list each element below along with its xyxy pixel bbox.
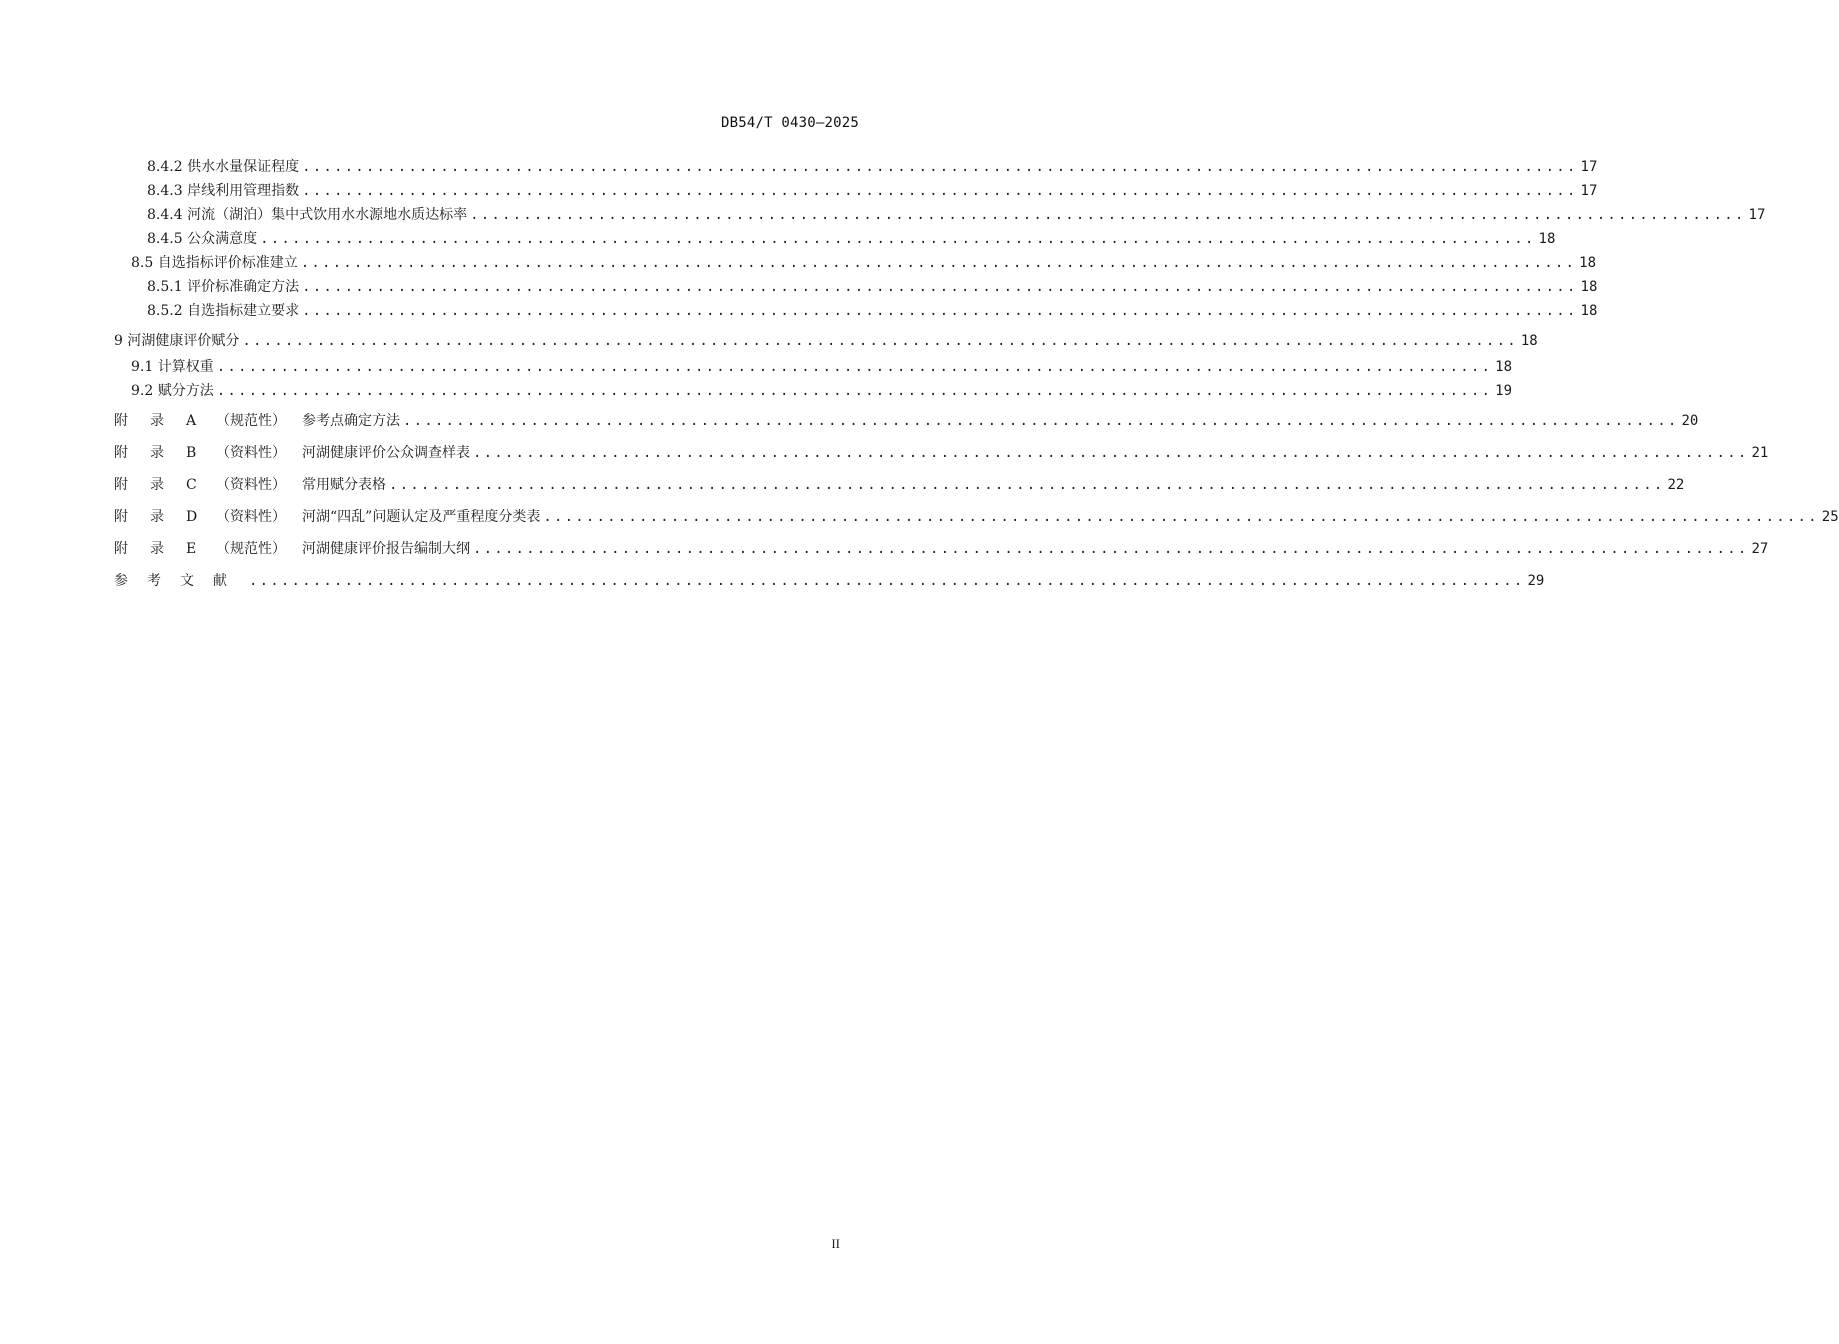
toc-page: 17	[1748, 207, 1766, 223]
toc-num: 9.1	[131, 359, 154, 375]
appendix-prefix: 附	[114, 509, 128, 525]
toc-page: 18	[1580, 279, 1598, 295]
toc-title: 自选指标建立要求	[187, 303, 300, 319]
toc-entry-9[interactable]	[114, 331, 1538, 351]
appendix-letter: A	[186, 413, 197, 429]
toc-page: 25	[1821, 509, 1839, 525]
appendix-type: （资料性）	[216, 445, 286, 461]
appendix-prefix: 录	[150, 413, 164, 429]
toc-num: 8.5	[131, 255, 154, 271]
appendix-letter: E	[186, 541, 197, 557]
toc-page: 20	[1681, 413, 1699, 429]
appendix-prefix: 录	[150, 477, 164, 493]
appendix-title: 河湖健康评价公众调查样表	[302, 445, 470, 461]
toc-title: 公众满意度	[187, 231, 258, 247]
appendix-type: （资料性）	[216, 477, 286, 493]
appendix-type: （资料性）	[216, 509, 286, 525]
toc-title: 评价标准确定方法	[187, 279, 300, 295]
toc-entry-8-4-5[interactable]	[147, 229, 1556, 249]
appendix-prefix: 附	[114, 445, 128, 461]
toc-num: 8.4.5	[147, 231, 183, 247]
toc-appendix-b[interactable]	[114, 443, 1769, 463]
toc-title: 赋分方法	[157, 383, 214, 399]
appendix-type: （规范性）	[216, 541, 286, 557]
toc-page: 18	[1580, 303, 1598, 319]
appendix-title: 河湖“四乱”问题认定及严重程度分类表	[302, 509, 541, 525]
toc-entry-8-5-1[interactable]	[147, 277, 1598, 297]
toc-leader: ........................................................................................................................	[242, 333, 1518, 349]
appendix-title: 河湖健康评价报告编制大纲	[302, 541, 470, 557]
toc-page: 21	[1751, 445, 1769, 461]
toc-title: 自选指标评价标准建立	[157, 255, 298, 271]
toc-num: 8.4.3	[147, 183, 183, 199]
toc-appendix-a[interactable]	[114, 411, 1699, 431]
appendix-title: 常用赋分表格	[302, 477, 386, 493]
toc-leader: ........................................................................................................................	[302, 183, 1578, 199]
page-number: II	[831, 1236, 840, 1251]
toc-num: 8.4.2	[147, 159, 183, 175]
toc-leader: ........................................................................................................................	[389, 477, 1665, 493]
toc-page: 17	[1580, 183, 1598, 199]
toc-title: 岸线利用管理指数	[187, 183, 300, 199]
toc-num: 8.5.1	[147, 279, 183, 295]
appendix-prefix: 录	[150, 509, 164, 525]
toc-entry-8-4-4[interactable]	[147, 205, 1766, 225]
toc-page: 18	[1495, 359, 1513, 375]
appendix-letter: C	[186, 477, 197, 493]
toc-appendix-c[interactable]	[114, 475, 1685, 495]
toc-page: 18	[1538, 231, 1556, 247]
toc-leader: ........................................................................................................................	[300, 255, 1577, 271]
references-char: 献	[213, 573, 227, 589]
toc-leader: ........................................................................................................................	[216, 359, 1493, 375]
toc-entry-8-4-3[interactable]	[147, 181, 1598, 201]
toc-num: 8.4.4	[147, 207, 183, 223]
toc-num: 9.2	[131, 383, 154, 399]
appendix-prefix: 录	[150, 541, 164, 557]
toc-page: 29	[1527, 573, 1545, 589]
toc-leader: ........................................................................................................................	[470, 207, 1746, 223]
toc-leader: ........................................................................................................................	[403, 413, 1679, 429]
toc-leader: ........................................................................................................................	[216, 383, 1493, 399]
toc-page: 22	[1667, 477, 1685, 493]
doc-code: DB54/T 0430—2025	[720, 115, 859, 131]
toc-leader: ........................................................................................................................	[473, 445, 1749, 461]
toc-entry-8-4-2[interactable]	[147, 157, 1598, 177]
toc-page: 18	[1579, 255, 1597, 271]
toc-num: 9	[114, 333, 123, 349]
appendix-prefix: 附	[114, 413, 128, 429]
toc-page: 27	[1751, 541, 1769, 557]
toc-page: 17	[1580, 159, 1598, 175]
appendix-prefix: 附	[114, 477, 128, 493]
toc-entry-9-1[interactable]	[131, 357, 1513, 377]
toc-leader: ........................................................................................................................	[543, 509, 1819, 525]
toc-leader: ........................................................................................................................	[260, 231, 1536, 247]
toc-leader: ........................................................................................................................	[302, 303, 1578, 319]
toc-title: 河流（湖泊）集中式饮用水水源地水质达标率	[187, 207, 468, 223]
toc-leader: ........................................................................................................................	[473, 541, 1749, 557]
toc-title: 计算权重	[157, 359, 214, 375]
appendix-prefix: 录	[150, 445, 164, 461]
appendix-prefix: 附	[114, 541, 128, 557]
toc-appendix-e[interactable]	[114, 539, 1769, 559]
toc-entry-9-2[interactable]	[131, 381, 1513, 401]
toc-leader: ........................................................................................................................	[302, 279, 1578, 295]
toc-references[interactable]	[114, 571, 1545, 591]
appendix-letter: D	[186, 509, 198, 525]
toc-title: 供水水量保证程度	[187, 159, 300, 175]
references-char: 参	[114, 573, 128, 589]
appendix-type: （规范性）	[216, 413, 286, 429]
toc-leader: ........................................................................................................................	[302, 159, 1578, 175]
toc-page: 19	[1495, 383, 1513, 399]
toc-entry-8-5[interactable]	[131, 253, 1597, 273]
toc-appendix-d[interactable]	[114, 507, 1839, 527]
appendix-title: 参考点确定方法	[302, 413, 400, 429]
toc-num: 8.5.2	[147, 303, 183, 319]
toc-leader: ........................................................................................................................	[249, 573, 1525, 589]
toc-title: 河湖健康评价赋分	[127, 333, 240, 349]
references-char: 考	[147, 573, 161, 589]
toc-page: 18	[1520, 333, 1538, 349]
references-char: 文	[180, 573, 194, 589]
appendix-letter: B	[186, 445, 197, 461]
toc-entry-8-5-2[interactable]	[147, 301, 1598, 321]
